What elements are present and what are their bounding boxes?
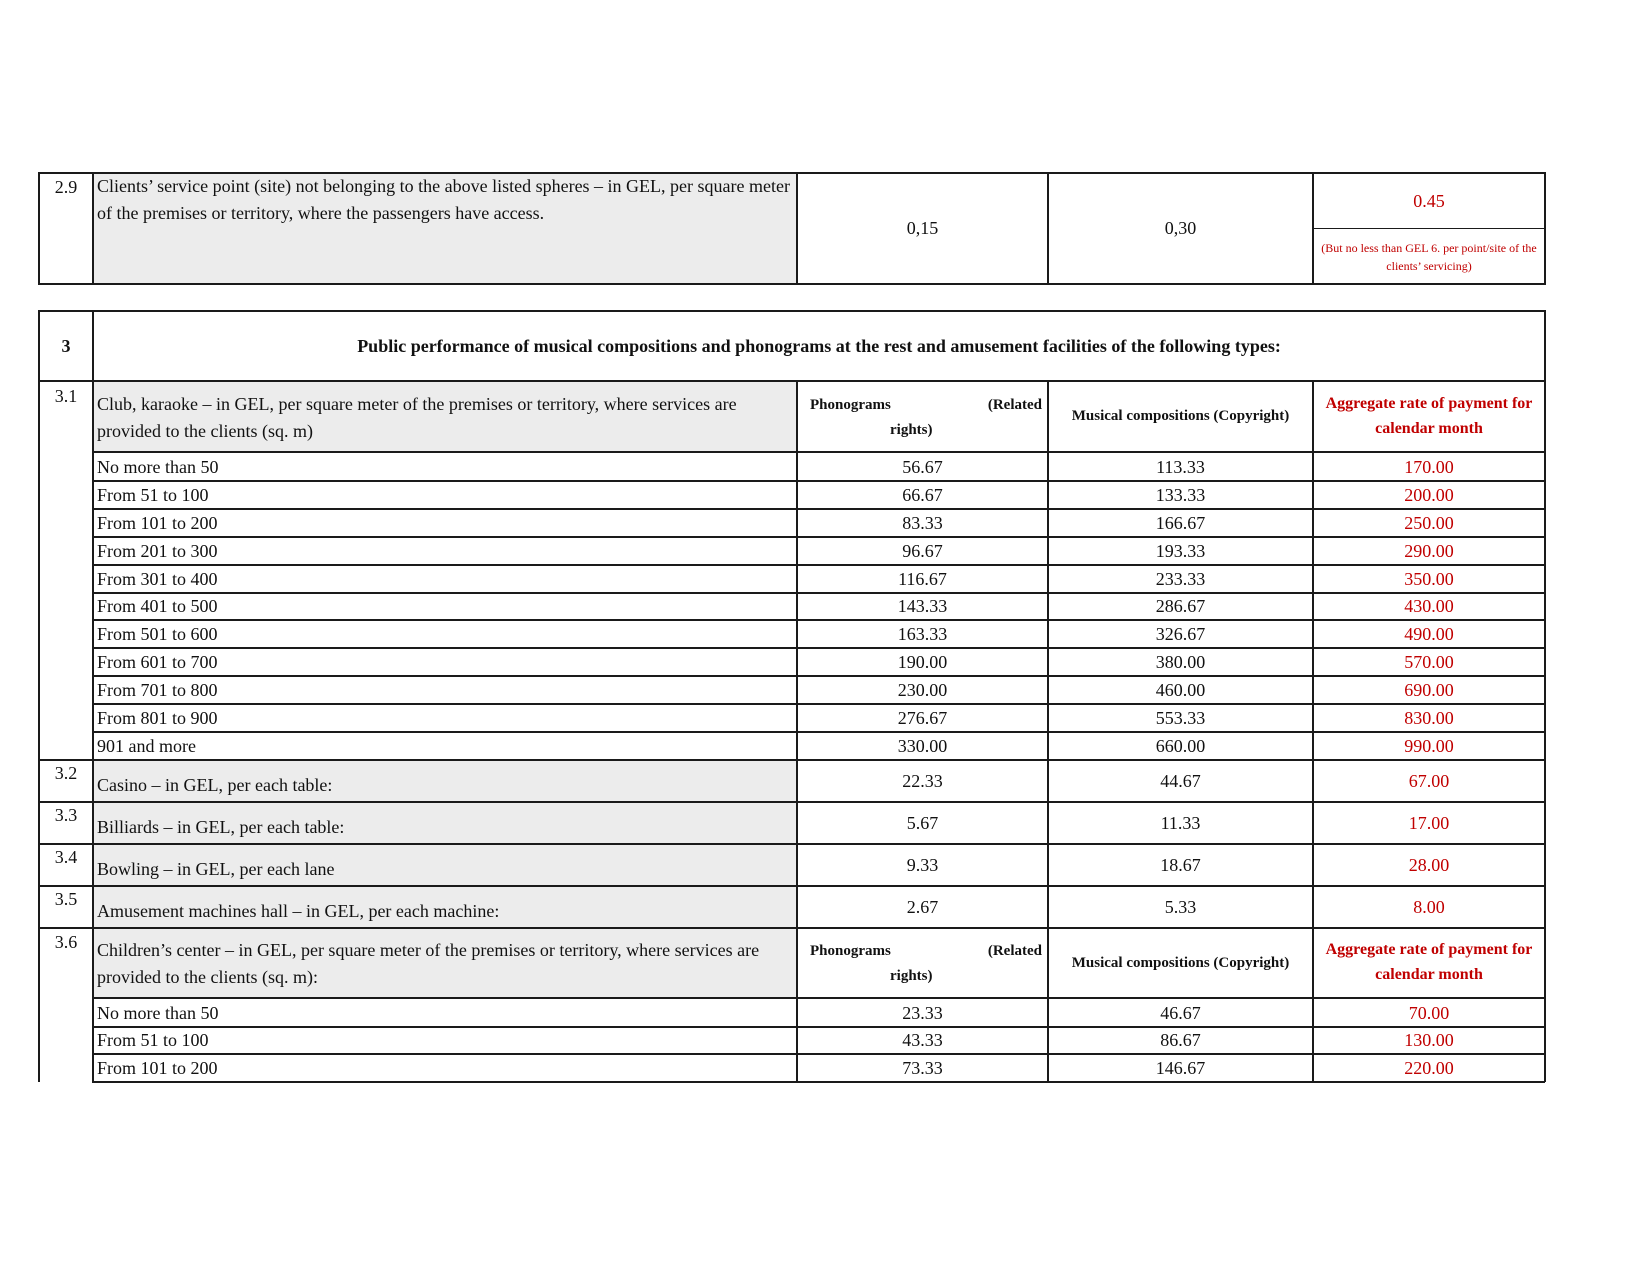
row-description: Bowling – in GEL, per each lane: [97, 858, 335, 879]
aggregate-value: 430.00: [1404, 596, 1454, 616]
musical-value: 553.33: [1155, 707, 1206, 728]
row-index: 3.6: [54, 932, 78, 952]
list-item-label: From 101 to 200: [97, 1057, 218, 1078]
border: [38, 283, 1545, 285]
list-item-label: From 701 to 800: [97, 679, 218, 700]
phonograms-value: 43.33: [902, 1030, 943, 1050]
row-index: 3.1: [54, 386, 78, 406]
aggregate-value: 250.00: [1404, 512, 1454, 533]
aggregate-header: Aggregate rate of payment for calendar month: [1325, 395, 1533, 437]
aggregate-value: 170.00: [1404, 456, 1454, 477]
border: [1313, 228, 1545, 229]
aggregate-value: 17.00: [1408, 812, 1450, 833]
musical-value: 286.67: [1155, 596, 1206, 616]
phonograms-value: 23.33: [902, 1002, 943, 1023]
list-item-label: No more than 50: [97, 1002, 219, 1023]
border: [1544, 310, 1546, 1082]
phonograms-value: 163.33: [897, 623, 948, 644]
musical-value: 233.33: [1155, 568, 1206, 589]
musical-value: 380.00: [1155, 651, 1206, 672]
musical-value: 660.00: [1155, 735, 1206, 756]
phonograms-header: (Related: [987, 942, 1042, 959]
aggregate-value: 220.00: [1404, 1057, 1454, 1078]
musical-value: 46.67: [1160, 1002, 1201, 1023]
aggregate-value: 67.00: [1408, 770, 1450, 791]
phonograms-header: rights): [890, 421, 933, 438]
phonograms-value: 56.67: [902, 456, 943, 477]
aggregate-value: 350.00: [1404, 568, 1454, 589]
row-index: 3.2: [54, 763, 78, 783]
phonograms-value: 83.33: [902, 512, 943, 533]
aggregate-value: 200.00: [1404, 484, 1454, 505]
aggregate-value: 830.00: [1404, 707, 1454, 728]
phonograms-value: 190.00: [897, 651, 948, 672]
section-title: Public performance of musical compositions and phonograms at the rest and amusement facilities of the following types:: [357, 335, 1281, 356]
row-index: 3.5: [54, 889, 78, 909]
phonograms-value: 143.33: [897, 596, 948, 616]
section-index: 3: [61, 335, 71, 356]
phonograms-value: 230.00: [897, 679, 948, 700]
list-item-label: From 501 to 600: [97, 623, 218, 644]
musical-value: 460.00: [1155, 679, 1206, 700]
row-description: Casino – in GEL, per each table:: [97, 774, 333, 795]
list-item-label: From 51 to 100: [97, 484, 209, 505]
aggregate-value: 990.00: [1404, 735, 1454, 756]
phonograms-value: 276.67: [897, 707, 948, 728]
row-description: Club, karaoke – in GEL, per square meter of the premises or territory, where services are provided to the clients (sq. m): [97, 394, 737, 441]
phonograms-value: 2.67: [906, 896, 939, 917]
list-item-label: From 401 to 500: [97, 596, 218, 616]
musical-value: 86.67: [1160, 1030, 1201, 1050]
phonograms-value: 22.33: [902, 770, 943, 791]
list-item-label: From 601 to 700: [97, 651, 218, 672]
musical-value: 113.33: [1156, 456, 1205, 477]
musical-value: 146.67: [1155, 1057, 1206, 1078]
aggregate-value: 570.00: [1404, 651, 1454, 672]
phonograms-value: 66.67: [902, 484, 943, 505]
aggregate-value: 690.00: [1404, 679, 1454, 700]
row-index: 3.4: [54, 847, 78, 867]
aggregate-value: 490.00: [1404, 623, 1454, 644]
phonograms-value: 116.67: [898, 568, 947, 589]
row-description: Children’s center – in GEL, per square meter of the premises or territory, where services are provided to the clients (sq. m):: [97, 940, 760, 987]
musical-value: 5.33: [1164, 896, 1197, 917]
border: [1544, 172, 1546, 285]
phonograms-value: 73.33: [902, 1057, 943, 1078]
phonograms-header: Phonograms: [810, 942, 891, 959]
phonograms-value: 9.33: [906, 854, 939, 875]
musical-value: 133.33: [1155, 484, 1206, 505]
border: [38, 310, 40, 1082]
phonograms-value: 96.67: [902, 540, 943, 561]
aggregate-header: Aggregate rate of payment for calendar month: [1325, 941, 1533, 983]
phonograms-header: (Related: [987, 396, 1042, 413]
row-index: 3.3: [54, 805, 78, 825]
row-description: Clients’ service point (site) not belonging to the above listed spheres – in GEL, per square meter of the premises or territory, where the passengers have access.: [97, 176, 790, 223]
musical-header: Musical compositions (Copyright): [1071, 954, 1290, 971]
list-item-label: From 301 to 400: [97, 568, 218, 589]
aggregate-value: 28.00: [1408, 854, 1450, 875]
aggregate-value: 290.00: [1404, 540, 1454, 561]
aggregate-value: 0.45: [1413, 190, 1445, 211]
musical-value: 11.33: [1160, 812, 1201, 833]
list-item-label: From 101 to 200: [97, 512, 218, 533]
aggregate-value: 8.00: [1413, 896, 1445, 917]
musical-header: Musical compositions (Copyright): [1071, 408, 1290, 424]
aggregate-value: 130.00: [1404, 1030, 1454, 1050]
phonograms-value: 0,15: [906, 218, 939, 238]
border: [38, 927, 1545, 929]
musical-value: 166.67: [1155, 512, 1206, 533]
musical-value: 326.67: [1155, 623, 1206, 644]
list-item-label: No more than 50: [97, 456, 219, 477]
aggregate-note: (But no less than GEL 6. per point/site of the clients’ servicing): [1321, 241, 1537, 273]
row-description: Amusement machines hall – in GEL, per each machine:: [97, 900, 500, 921]
musical-value: 18.67: [1160, 854, 1201, 875]
row-description: Billiards – in GEL, per each table:: [97, 816, 345, 837]
row-index: 2.9: [54, 177, 78, 197]
list-item-label: From 801 to 900: [97, 707, 218, 728]
aggregate-value: 70.00: [1408, 1002, 1450, 1023]
musical-value: 0,30: [1164, 218, 1197, 238]
phonograms-header: rights): [890, 967, 933, 984]
list-item-label: 901 and more: [97, 735, 196, 756]
musical-value: 44.67: [1160, 770, 1201, 791]
phonograms-header: Phonograms: [810, 396, 891, 413]
list-item-label: From 201 to 300: [97, 540, 218, 561]
phonograms-value: 5.67: [906, 812, 939, 833]
list-item-label: From 51 to 100: [97, 1030, 209, 1050]
musical-value: 193.33: [1155, 540, 1206, 561]
phonograms-value: 330.00: [897, 735, 948, 756]
